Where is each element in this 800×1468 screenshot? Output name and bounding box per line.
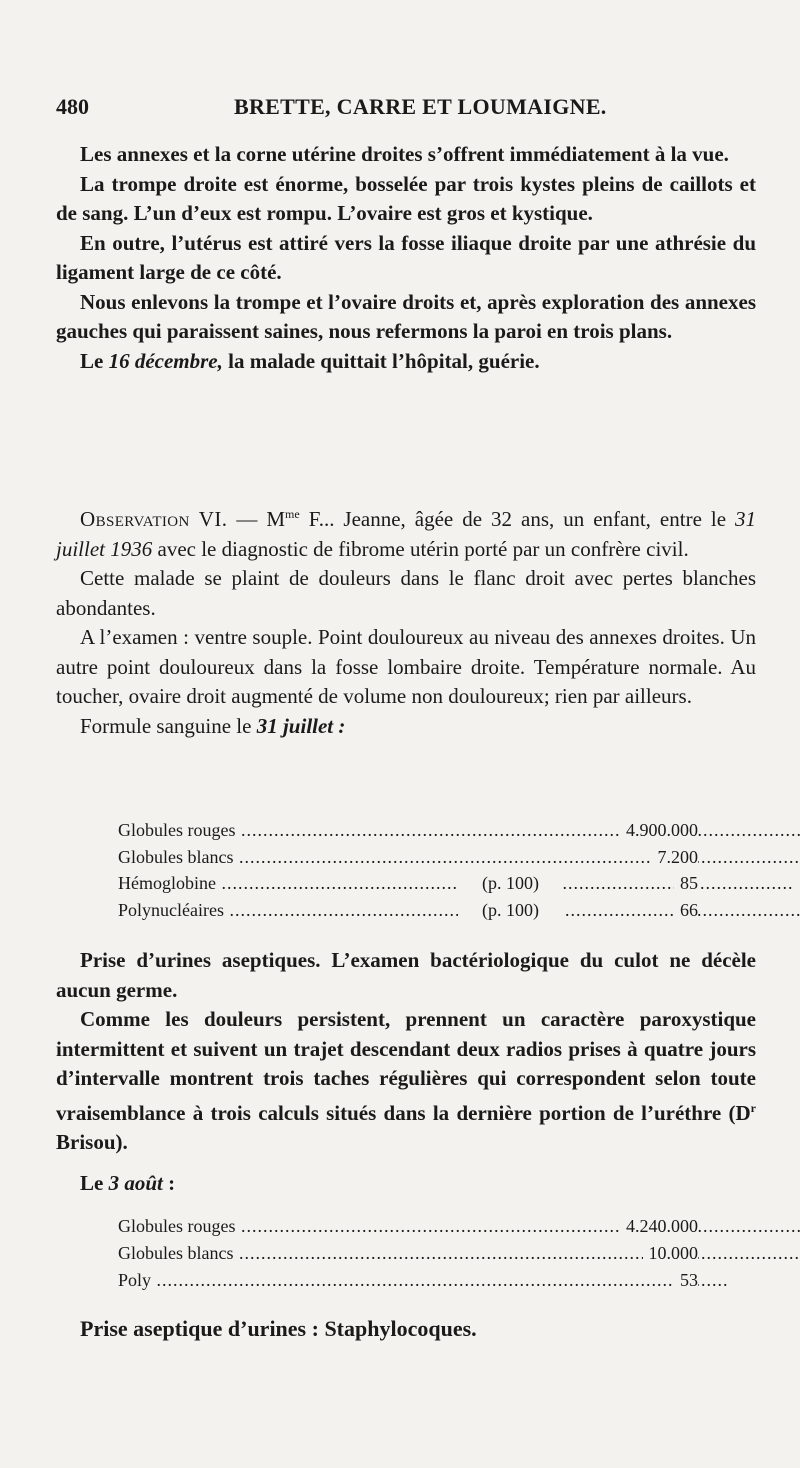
row-label: Globules blancs .....: [118, 844, 800, 871]
discharge-prefix: Le: [80, 348, 109, 373]
radios-tail: Brisou).: [56, 1130, 128, 1154]
row-label: Polynucléaires .....: [118, 897, 800, 924]
formula1-date: 31 juillet :: [256, 713, 346, 738]
formula-line-2: [56, 1168, 756, 1198]
paragraph-urine-1: Prise d’urines aseptiques. L’examen bactériologique du culot ne décèle aucun germe.: [56, 948, 756, 1002]
table-row: [118, 1267, 698, 1294]
row-value: 10.000: [643, 1240, 699, 1267]
formula2-date: 3 août: [108, 1171, 163, 1195]
results-section: [56, 946, 756, 1158]
final-section: [56, 1316, 756, 1342]
doctor-sup: r: [750, 1100, 756, 1115]
final-line: Prise aseptique d’urines : Staphylocoques.: [80, 1316, 477, 1341]
row-label: Globules blancs .....: [118, 1240, 800, 1267]
row-label: Poly .....: [118, 1267, 729, 1294]
observation-text-a: F... Jeanne, âgée de 32 ans, un enfant, entre le: [299, 507, 736, 531]
observation-text-b: avec le diagnostic de fibrome utérin porté par un confrère civil.: [152, 536, 689, 561]
observation-dash: —: [227, 507, 267, 531]
observation-title-sup: me: [285, 507, 300, 521]
formula1-prefix: Formule sanguine le: [80, 713, 257, 738]
paragraph-trompe: La trompe droite est énorme, bosselée par trois kystes pleins de caillots et de sang. L’un d’eux est rompu. L’ovaire est gros et kystique.: [56, 171, 756, 225]
table-row: [118, 1213, 698, 1240]
row-label: Globules rouges .....: [118, 817, 800, 844]
page-header: [56, 94, 756, 124]
row-unit: (p. 100): [458, 897, 563, 924]
observation-section: [56, 500, 756, 741]
paragraph-discharge: [56, 347, 756, 377]
observation-label: Observation VI.: [80, 507, 228, 531]
blood-table-2: [118, 1213, 698, 1294]
intro-section: [56, 140, 756, 376]
formula-line-1: [56, 712, 756, 742]
discharge-suffix: la malade quittait l’hôpital, guérie.: [222, 348, 540, 373]
paragraph-annexes: Les annexes et la corne utérine droites s’offrent immédiatement à la vue.: [80, 142, 729, 166]
table-row: [118, 1240, 698, 1267]
observation-title: M: [266, 507, 286, 531]
table-row: [118, 844, 698, 871]
paragraph-exam: A l’examen : ventre souple. Point douloureux au niveau des annexes droites. Un autre point douloureux dans la fosse lombaire droite. Température normale. Au toucher, ovaire droit augmenté de volume non douloureux; rien par ailleurs.: [56, 625, 756, 708]
row-label: Globules rouges .....: [118, 1213, 800, 1240]
row-label: Hémoglobine .....: [118, 870, 793, 897]
table-row: [118, 870, 698, 897]
table-row: [118, 897, 698, 924]
row-value: 4.900.000: [620, 817, 698, 844]
observation-heading: [56, 500, 756, 564]
row-value: 7.200: [652, 844, 699, 871]
row-value: 66: [674, 897, 698, 924]
running-title: BRETTE, CARRE ET LOUMAIGNE.: [234, 94, 607, 119]
observation-date: 31 juillet 1936: [56, 507, 757, 561]
discharge-date: 16 décembre,: [108, 348, 223, 373]
row-value: 53: [674, 1267, 698, 1294]
paragraph-complaint: Cette malade se plaint de douleurs dans le flanc droit avec pertes blanches abondantes.: [56, 566, 756, 620]
formula2-suffix: :: [162, 1171, 176, 1195]
formula2-prefix: Le: [80, 1171, 109, 1195]
row-value: 4.240.000: [620, 1213, 698, 1240]
paragraph-uterus: En outre, l’utérus est attiré vers la fosse iliaque droite par une athrésie du ligament large de ce côté.: [56, 230, 756, 284]
paragraph-exploration: Nous enlevons la trompe et l’ovaire droits et, après exploration des annexes gauches qui paraissent saines, nous refermons la paroi en trois plans.: [56, 289, 756, 343]
formula2-text: [56, 1168, 756, 1198]
row-unit: (p. 100): [458, 870, 563, 897]
paragraph-radios: [56, 1005, 756, 1158]
row-value: 85: [674, 870, 698, 897]
radios-text: Comme les douleurs persistent, prennent un caractère paroxystique intermittent et suivent un trajet descendant deux radios prises à quatre jours d’intervalle montrent trois taches régulières qui correspondent selon toute vraisemblance à trois calculs situés dans la dernière portion de l’uréthre (D: [56, 1007, 756, 1125]
blood-table-1: [118, 817, 698, 923]
table-row: [118, 817, 698, 844]
page-number: 480: [56, 94, 89, 119]
